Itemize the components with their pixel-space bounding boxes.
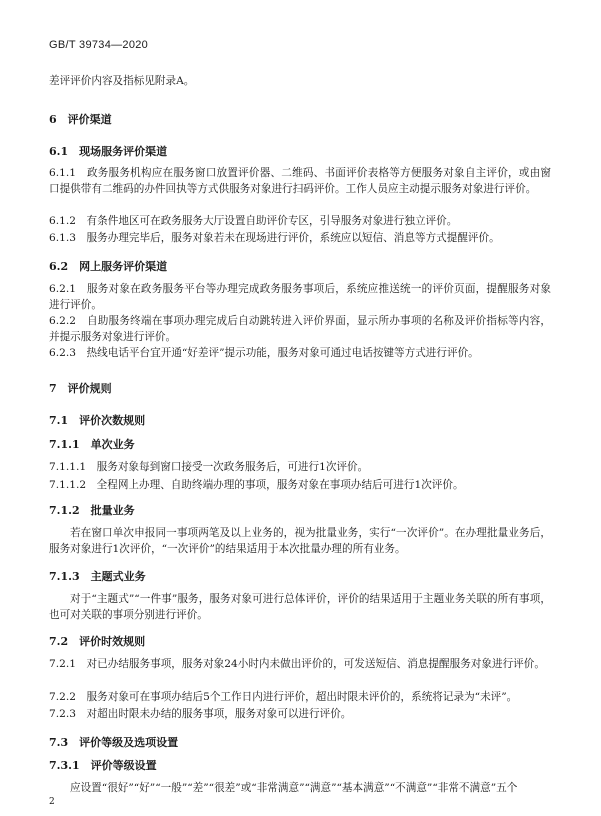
section-heading: 7.1.1 单次业务: [49, 438, 135, 451]
page-number: 2: [49, 797, 55, 807]
section-heading: 6.2 网上服务评价渠道: [49, 260, 168, 273]
paragraph: 7.1.1.1 服务对象每到窗口接受一次政务服务后，可进行1次评价。: [49, 461, 369, 473]
section-heading: 6.1 现场服务评价渠道: [49, 145, 168, 158]
section-heading: 7.1.2 批量业务: [49, 504, 135, 517]
section-heading: 7.3.1 评价等级设置: [49, 759, 157, 772]
standard-code-header: GB/T 39734—2020: [49, 39, 149, 51]
paragraph: 7.2.3 对超出时限未办结的服务事项，服务对象可以进行评价。: [49, 708, 352, 720]
paragraph: 6.1.3 服务办理完毕后，服务对象若未在现场进行评价，系统应以短信、消息等方式提醒评价。: [49, 232, 500, 244]
section-heading: 7 评价规则: [49, 382, 112, 395]
paragraph: 6.2.1 服务对象在政务服务平台等办理完成政务服务事项后，系统应推送统一的评价页面，提醒服务对象进行评价。: [49, 283, 551, 311]
paragraph: 应设置“很好”“好”“一般”“差”“很差”或“非常满意”“满意”“基本满意”“不满意”“非常不满意”五个: [70, 782, 518, 794]
paragraph: 7.1.1.2 全程网上办理、自助终端办理的事项，服务对象在事项办结后可进行1次评价。: [49, 479, 464, 491]
paragraph: 6.1.2 有条件地区可在政务服务大厅设置自助评价专区，引导服务对象进行独立评价。: [49, 215, 458, 227]
paragraph: 若在窗口单次申报同一事项两笔及以上业务的，视为批量业务，实行“一次评价”。在办理批量业务后，服务对象进行1次评价，“一次评价”的结果适用于本次批量办理的所有业务。: [49, 527, 551, 555]
paragraph: 6.1.1 政务服务机构应在服务窗口放置评价器、二维码、书面评价表格等方便服务对象自主评价，或由窗口提供带有二维码的办件回执等方式供服务对象进行扫码评价。工作人员应主动提示服务对象进行评价。: [49, 167, 551, 195]
paragraph: 对于“主题式”“一件事”服务，服务对象可进行总体评价，评价的结果适用于主题业务关联的所有事项，也可对关联的事项分别进行评价。: [49, 593, 551, 621]
section-heading: 7.2 评价时效规则: [49, 635, 146, 648]
paragraph: 6.2.3 热线电话平台宜开通“好差评”提示功能，服务对象可通过电话按键等方式进行评价。: [49, 347, 479, 359]
paragraph: 7.2.2 服务对象可在事项办结后5个工作日内进行评价，超出时限未评价的，系统将记录为“未评”。: [49, 691, 518, 703]
section-heading: 7.3 评价等级及选项设置: [49, 736, 179, 749]
paragraph: 差评评价内容及指标见附录A。: [49, 75, 195, 87]
paragraph: 6.2.2 自助服务终端在事项办理完成后自动跳转进入评价界面，显示所办事项的名称及评价指标等内容，并提示服务对象进行评价。: [49, 315, 551, 343]
section-heading: 7.1.3 主题式业务: [49, 570, 146, 583]
section-heading: 7.1 评价次数规则: [49, 414, 146, 427]
paragraph: 7.2.1 对已办结服务事项，服务对象24小时内未做出评价的，可发送短信、消息提醒服务对象进行评价。: [49, 658, 545, 670]
section-heading: 6 评价渠道: [49, 113, 112, 126]
